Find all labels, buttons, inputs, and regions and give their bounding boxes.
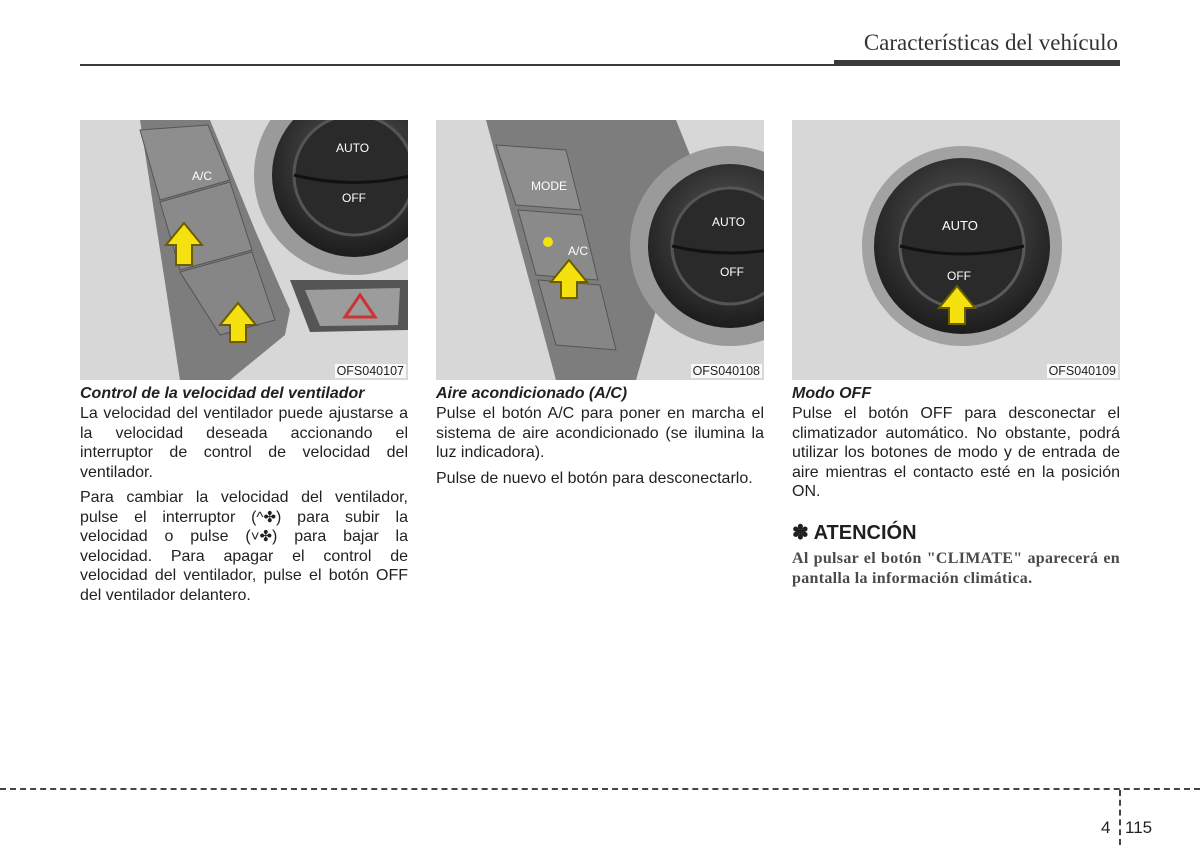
header-rule bbox=[80, 64, 1120, 66]
attention-title: ✽ ATENCIÓN bbox=[792, 521, 917, 544]
off-mode-illustration bbox=[792, 120, 1120, 380]
fan-down-icon: ˅✤ bbox=[250, 528, 273, 545]
footer-rule bbox=[0, 788, 1200, 790]
footer-divider bbox=[1119, 790, 1121, 845]
paragraph-fan-change: Para cambiar la velocidad del ventilador, pulse el interruptor (^✤) para subir la velocidad o pulse (˅✤) para bajar la velocidad. Para apagar el control de velocidad del ventilador, pulse el botón OFF del ventilador delantero. bbox=[80, 489, 408, 604]
paragraph: La velocidad del ventilador puede ajustarse a la velocidad deseada accionando el interruptor de control de velocidad del ventilador. bbox=[80, 405, 408, 481]
chapter-number: 4 bbox=[1101, 818, 1111, 837]
auto-label: AUTO bbox=[336, 141, 370, 155]
off-label: OFF bbox=[342, 191, 366, 205]
figure-code: OFS040108 bbox=[692, 364, 760, 378]
figure-fan-speed bbox=[80, 120, 408, 380]
paragraph: Pulse el botón A/C para poner en marcha el sistema de aire acondicionado (se ilumina la luz indicadora). bbox=[436, 405, 764, 461]
column-ac bbox=[436, 120, 764, 494]
ac-label: A/C bbox=[568, 244, 589, 258]
figure-off-mode bbox=[792, 120, 1120, 380]
column-off-mode bbox=[792, 120, 1120, 589]
ac-illustration bbox=[436, 120, 764, 380]
fan-up-icon: ^✤ bbox=[256, 508, 277, 526]
section-title: Modo OFF bbox=[792, 385, 872, 402]
section-title: Control de la velocidad del ventilador bbox=[80, 385, 365, 402]
off-label: OFF bbox=[720, 265, 744, 279]
ac-label: A/C bbox=[192, 169, 213, 183]
column-fan-speed bbox=[80, 120, 408, 611]
section-title: Aire acondicionado (A/C) bbox=[436, 385, 628, 402]
figure-code: OFS040107 bbox=[336, 364, 404, 378]
page-number: 115 bbox=[1125, 818, 1153, 837]
fan-speed-illustration bbox=[80, 120, 408, 380]
figure-code: OFS040109 bbox=[1048, 364, 1116, 378]
paragraph: Pulse el botón OFF para desconectar el climatizador automático. No obstante, podrá utilizar los botones de modo y de entrada de aire mientras el contacto esté en la posición ON. bbox=[792, 405, 1120, 500]
auto-label: AUTO bbox=[712, 215, 746, 229]
mode-label: MODE bbox=[531, 179, 567, 193]
off-label: OFF bbox=[947, 269, 971, 283]
auto-label: AUTO bbox=[942, 218, 978, 233]
header-title: Características del vehículo bbox=[863, 30, 1118, 55]
attention-body: Al pulsar el botón "CLIMATE" aparecerá en pantalla la información climática. bbox=[792, 549, 1120, 587]
figure-ac bbox=[436, 120, 764, 380]
paragraph: Pulse de nuevo el botón para desconectarlo. bbox=[436, 469, 753, 487]
